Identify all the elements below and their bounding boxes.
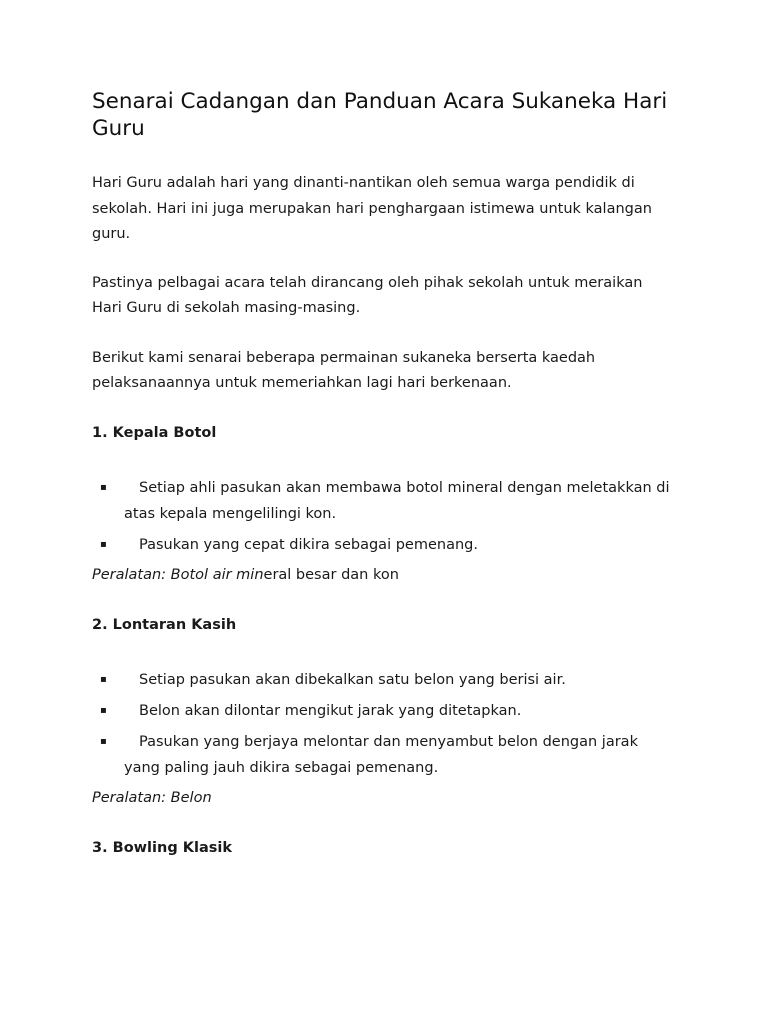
square-bullet-icon: ▪ [100,481,107,493]
list-item-text: Setiap pasukan akan dibekalkan satu belon yang berisi air. [139,671,566,688]
equipment-label: Peralatan: Belon [92,789,212,806]
game-heading: 2. Lontaran Kasih [92,616,237,633]
equipment-line [92,786,676,810]
equipment-line [92,563,676,587]
list-item [92,532,676,558]
list-item-text: Setiap ahli pasukan akan membawa botol mineral dengan meletakkan di atas kepala mengelilingi kon. [124,479,670,522]
list-item-text: Belon akan dilontar mengikut jarak yang ditetapkan. [139,702,522,719]
lead-in-paragraph: Berikut kami senarai beberapa permainan sukaneka berserta kaedah pelaksanaannya untuk memeriahkan lagi hari berkenaan. [92,349,596,391]
game-section-kepala-botol [92,421,676,587]
intro-paragraph: Hari Guru adalah hari yang dinanti-nantikan oleh semua warga pendidik di sekolah. Hari ini juga merupakan hari penghargaan istimewa untuk kalangan guru. [92,175,652,242]
context-paragraph: Pastinya pelbagai acara telah dirancang oleh pihak sekolah untuk meraikan Hari Guru di sekolah masing-masing. [92,274,643,316]
game-heading: 3. Bowling Klasik [92,839,232,856]
square-bullet-icon: ▪ [100,538,107,550]
game-section-lontaran-kasih [92,613,676,810]
equipment-label: Peralatan: Botol air min [92,566,264,583]
list-item [92,667,676,693]
rules-list [92,475,676,558]
list-item-text: Pasukan yang berjaya melontar dan menyambut belon dengan jarak yang paling jauh dikira sebagai pemenang. [124,733,638,776]
list-item [92,729,676,781]
square-bullet-icon: ▪ [100,704,107,716]
game-section-bowling-klasik [92,836,676,860]
rules-list [92,667,676,781]
equipment-rest: eral besar dan kon [263,566,399,583]
page-title: Senarai Cadangan dan Panduan Acara Sukaneka Hari Guru [92,89,668,141]
square-bullet-icon: ▪ [100,673,107,685]
game-heading: 1. Kepala Botol [92,424,217,441]
list-item [92,698,676,724]
list-item-text: Pasukan yang cepat dikira sebagai pemenang. [139,536,478,553]
list-item [92,475,676,527]
square-bullet-icon: ▪ [100,735,107,747]
